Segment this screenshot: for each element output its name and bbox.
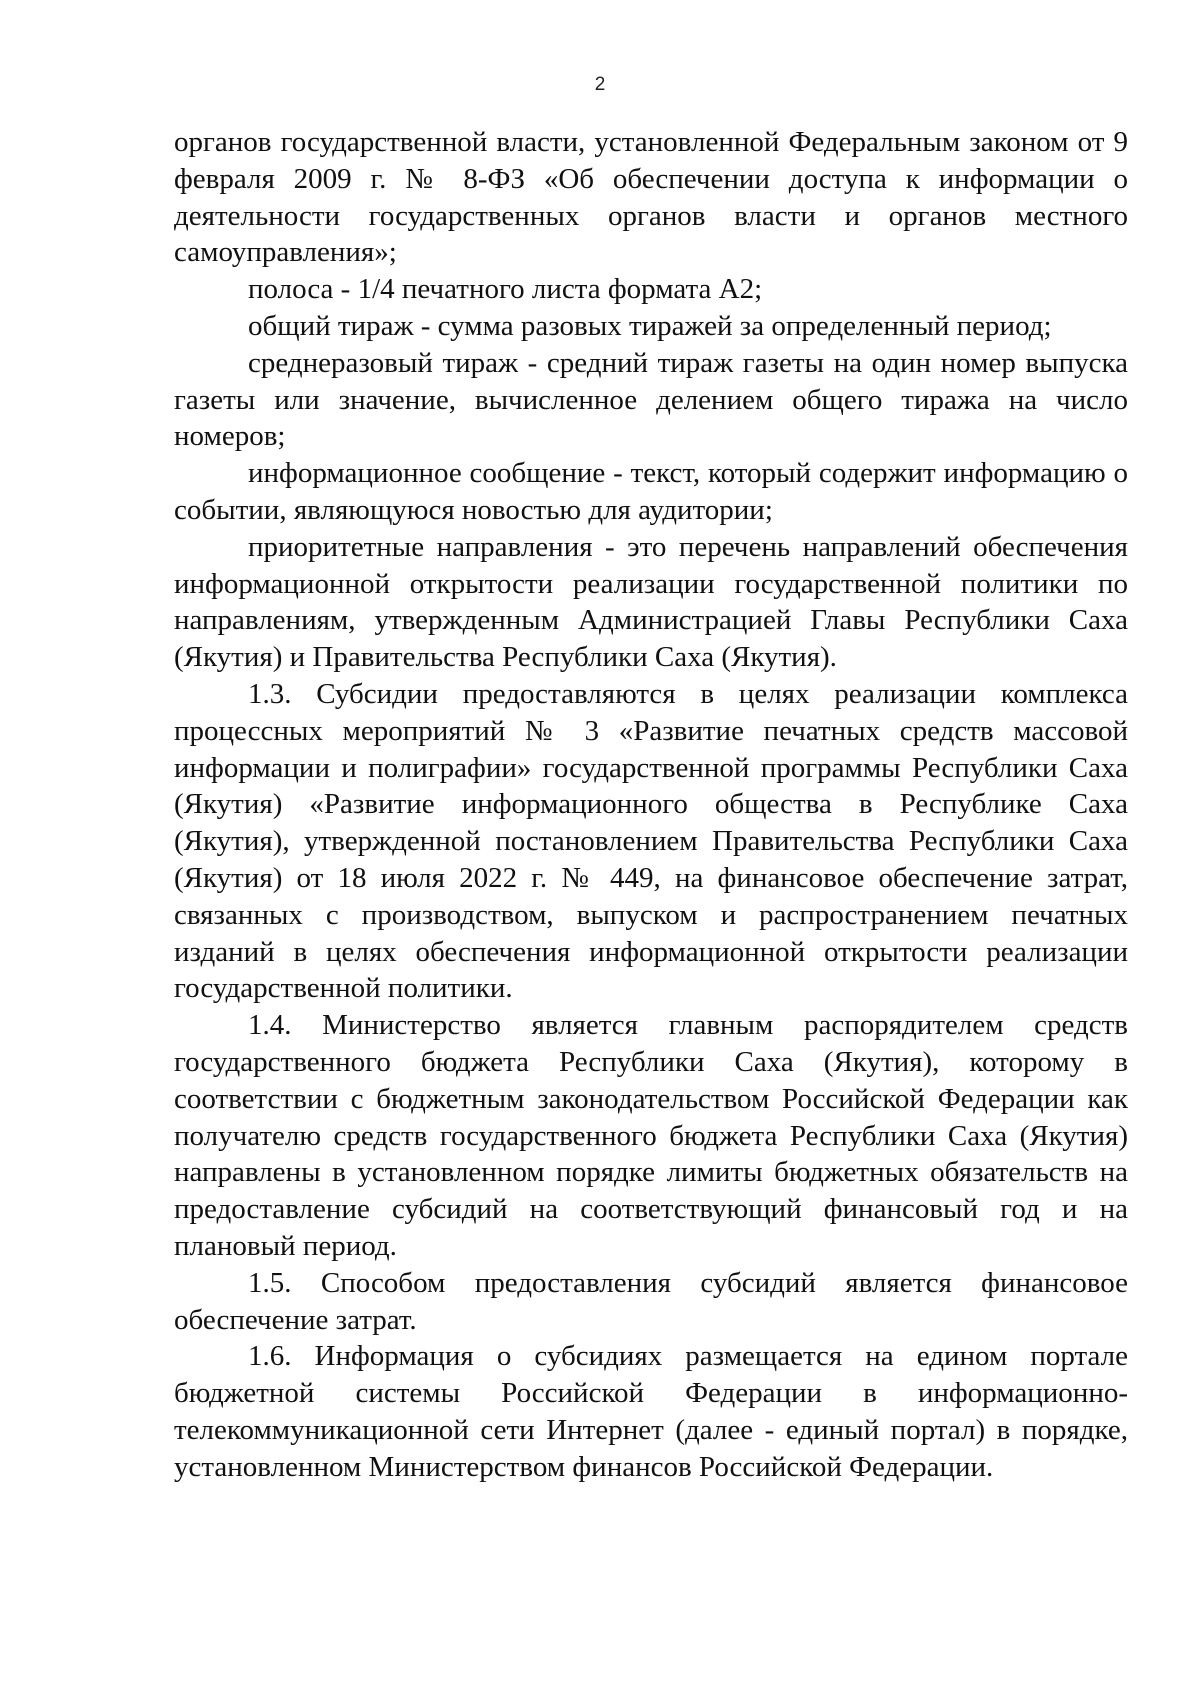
- paragraph-definition-information-message: информационное сообщение - текст, который содержит информацию о событии, являющуюся новостью для аудитории;: [174, 457, 1128, 526]
- document-body: [174, 124, 1128, 1485]
- paragraph-definition-polosa: полоса - 1/4 печатного листа формата А2;: [248, 273, 763, 306]
- paragraph-clause-1-3: 1.3. Субсидии предоставляются в целях реализации комплекса процессных мероприятий № 3 «Развитие печатных средств массовой информации и полиграфии» государственной программы Республики Саха (Якутия) «Развитие информационного общества в Республике Саха (Якутия), утвержденной постановлением Правительства Республики Саха (Якутия) от 18 июля 2022 г. № 449, на финансовое обеспечение затрат, связанных с производством, выпуском и распространением печатных изданий в целях обеспечения информационной открытости реализации государственной политики.: [174, 677, 1128, 1005]
- paragraph-clause-1-6: 1.6. Информация о субсидиях размещается на едином портале бюджетной системы Российской Федерации в информационно-телекоммуникационной сети Интернет (далее - единый портал) в порядке, установленном Министерством финансов Российской Федерации.: [174, 1340, 1128, 1483]
- paragraph-definition-total-circulation: общий тираж - сумма разовых тиражей за определенный период;: [248, 309, 1052, 342]
- paragraph-definition-average-circulation: среднеразовый тираж - средний тираж газеты на один номер выпуска газеты или значение, вычисленное делением общего тиража на число номеров;: [174, 346, 1128, 453]
- page-number: 2: [594, 74, 606, 95]
- paragraph-clause-1-4: 1.4. Министерство является главным распорядителем средств государственного бюджета Республики Саха (Якутия), которому в соответствии с бюджетным законодательством Российской Федерации как получателю средств государственного бюджета Республики Саха (Якутия) направлены в установленном порядке лимиты бюджетных обязательств на предоставление субсидий на соответствующий финансовый год и на плановый период.: [174, 1009, 1128, 1262]
- paragraph-definition-priority-directions: приоритетные направления - это перечень направлений обеспечения информационной открытости реализации государственной политики по направлениям, утвержденным Администрацией Главы Республики Саха (Якутия) и Правительства Республики Саха (Якутия).: [174, 530, 1128, 674]
- paragraph-continuation: органов государственной власти, установленной Федеральным законом от 9 февраля 2009 г. № 8-ФЗ «Об обеспечении доступа к информации о деятельности государственных органов власти и органов местного самоуправления»;: [174, 126, 1128, 269]
- paragraph-clause-1-5: 1.5. Способом предоставления субсидий является финансовое обеспечение затрат.: [174, 1266, 1128, 1336]
